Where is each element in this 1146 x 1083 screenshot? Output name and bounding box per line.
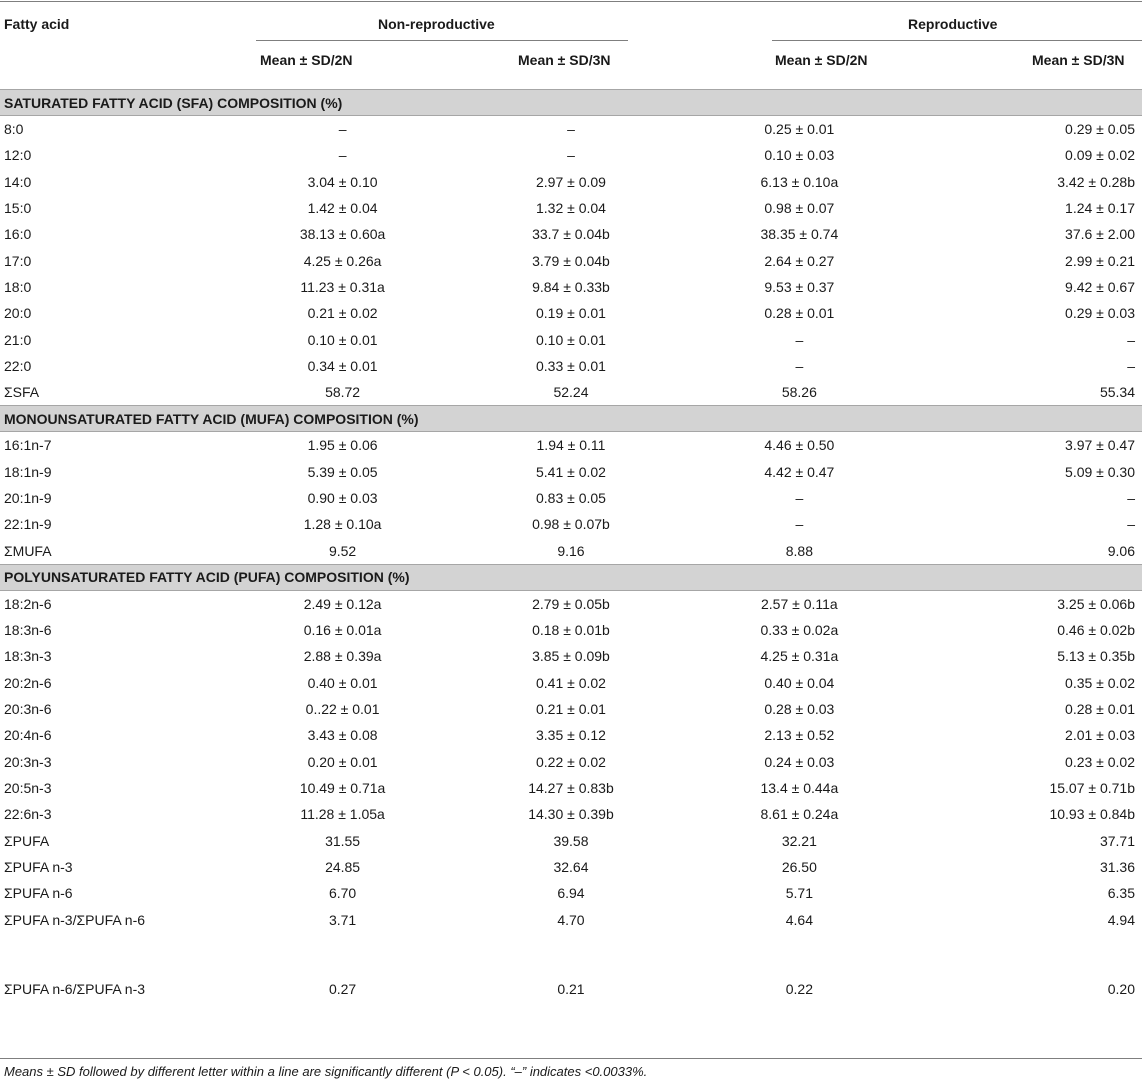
cell-nonrep-3n: – bbox=[567, 147, 575, 164]
cell-nonrep-2n: 5.39 ± 0.05 bbox=[307, 463, 378, 480]
cell-nonrep-2n: 0.40 ± 0.01 bbox=[307, 674, 378, 691]
table-row bbox=[0, 590, 1142, 617]
cell-nonrep-2n: – bbox=[338, 147, 347, 164]
cell-rep-2n: 2.64 ± 0.27 bbox=[764, 252, 835, 269]
reproductive-group-rule bbox=[772, 40, 1142, 41]
cell-rep-2n: – bbox=[795, 516, 804, 533]
cell-rep-2n: 26.50 bbox=[781, 858, 817, 875]
row-label: ΣMUFA bbox=[4, 542, 52, 559]
cell-nonrep-2n: 0.10 ± 0.01 bbox=[307, 331, 378, 348]
table-row bbox=[0, 432, 1142, 459]
table-row bbox=[0, 749, 1142, 775]
table-row bbox=[0, 670, 1142, 696]
cell-rep-3n: 3.97 ± 0.47 bbox=[1065, 437, 1135, 454]
cell-nonrep-2n: 1.95 ± 0.06 bbox=[307, 437, 378, 454]
cell-rep-2n: 0.98 ± 0.07 bbox=[764, 200, 835, 217]
table-row bbox=[0, 116, 1142, 143]
cell-rep-3n: 5.13 ± 0.35b bbox=[1057, 648, 1135, 665]
cell-nonrep-3n: 3.79 ± 0.04b bbox=[532, 252, 610, 269]
non-reproductive-group-rule bbox=[256, 40, 628, 41]
table-bottom-rule bbox=[0, 1058, 1142, 1059]
cell-nonrep-2n: 11.28 ± 1.05a bbox=[300, 806, 385, 823]
subheader-rep-2n: Mean ± SD/2N bbox=[775, 52, 868, 68]
cell-nonrep-3n: 3.35 ± 0.12 bbox=[535, 727, 606, 744]
row-label: ΣPUFA n-3 bbox=[4, 858, 73, 875]
cell-nonrep-3n: 2.97 ± 0.09 bbox=[535, 173, 606, 190]
cell-rep-2n: 0.24 ± 0.03 bbox=[764, 753, 835, 770]
cell-rep-2n: 8.61 ± 0.24a bbox=[760, 806, 839, 823]
cell-nonrep-3n: 3.85 ± 0.09b bbox=[532, 648, 610, 665]
cell-rep-3n: 55.34 bbox=[1099, 384, 1135, 401]
cell-rep-3n: 0.09 ± 0.02 bbox=[1065, 147, 1135, 164]
cell-rep-2n: 0.22 bbox=[785, 981, 813, 998]
row-label: 22:6n-3 bbox=[4, 806, 52, 823]
row-label: 20:3n-3 bbox=[4, 753, 52, 770]
cell-rep-2n: 0.10 ± 0.03 bbox=[764, 147, 835, 164]
cell-rep-2n: 58.26 bbox=[781, 384, 817, 401]
cell-rep-2n: 0.40 ± 0.04 bbox=[764, 674, 835, 691]
cell-nonrep-2n: – bbox=[338, 121, 347, 138]
cell-rep-3n: 9.42 ± 0.67 bbox=[1065, 278, 1135, 295]
cell-rep-3n: – bbox=[1127, 331, 1135, 348]
cell-rep-3n: – bbox=[1127, 516, 1135, 533]
cell-nonrep-2n: 24.85 bbox=[325, 858, 361, 875]
fatty-acid-table bbox=[0, 89, 1142, 1044]
row-label: ΣSFA bbox=[4, 384, 40, 401]
cell-nonrep-3n: 0.10 ± 0.01 bbox=[535, 331, 606, 348]
cell-rep-3n: 3.25 ± 0.06b bbox=[1057, 595, 1135, 612]
row-label: 18:2n-6 bbox=[4, 595, 52, 612]
row-label: 18:3n-6 bbox=[4, 622, 52, 639]
row-label: 20:5n-3 bbox=[4, 779, 52, 796]
cell-rep-3n: 10.93 ± 0.84b bbox=[1049, 806, 1135, 823]
cell-nonrep-2n: 4.25 ± 0.26a bbox=[303, 252, 382, 269]
cell-nonrep-3n: 1.32 ± 0.04 bbox=[535, 200, 606, 217]
table-row bbox=[0, 353, 1142, 379]
cell-nonrep-3n: 1.94 ± 0.11 bbox=[536, 437, 606, 454]
cell-nonrep-3n: 32.64 bbox=[553, 858, 589, 875]
row-label: 18:3n-3 bbox=[4, 648, 52, 665]
cell-rep-2n: 4.25 ± 0.31a bbox=[760, 648, 839, 665]
cell-nonrep-3n: 0.33 ± 0.01 bbox=[535, 357, 606, 374]
table-row bbox=[0, 274, 1142, 300]
cell-rep-3n: – bbox=[1127, 490, 1135, 506]
table-row bbox=[0, 537, 1142, 564]
table-row bbox=[0, 617, 1142, 643]
cell-rep-2n: 38.35 ± 0.74 bbox=[760, 226, 839, 243]
row-label: 8:0 bbox=[4, 121, 24, 138]
header-group-non-reproductive: Non-reproductive bbox=[378, 16, 495, 32]
section-header-row bbox=[0, 90, 1142, 116]
cell-rep-3n: 9.06 bbox=[1107, 542, 1135, 559]
cell-nonrep-3n: 4.70 bbox=[557, 912, 585, 929]
row-label: 20:1n-9 bbox=[4, 490, 52, 506]
cell-rep-2n: 6.13 ± 0.10a bbox=[760, 173, 839, 190]
cell-nonrep-3n: 0.21 ± 0.01 bbox=[535, 701, 606, 718]
cell-rep-3n: 0.28 ± 0.01 bbox=[1065, 701, 1135, 718]
cell-rep-2n: 2.13 ± 0.52 bbox=[764, 727, 835, 744]
cell-rep-2n: 0.33 ± 0.02a bbox=[760, 622, 839, 639]
cell-rep-2n: – bbox=[795, 357, 804, 374]
cell-rep-3n: 4.94 bbox=[1107, 912, 1135, 929]
cell-rep-3n: 1.24 ± 0.17 bbox=[1065, 200, 1135, 217]
table-row bbox=[0, 906, 1142, 975]
row-label: ΣPUFA n-3/ΣPUFA n-6 bbox=[4, 912, 146, 929]
row-label: 12:0 bbox=[4, 147, 32, 164]
cell-nonrep-3n: 0.83 ± 0.05 bbox=[535, 490, 606, 506]
cell-rep-2n: – bbox=[795, 331, 804, 348]
cell-nonrep-2n: 2.88 ± 0.39a bbox=[303, 648, 382, 665]
cell-nonrep-3n: 9.16 bbox=[557, 542, 585, 559]
cell-rep-3n: 0.29 ± 0.05 bbox=[1065, 121, 1135, 138]
cell-nonrep-2n: 38.13 ± 0.60a bbox=[299, 226, 386, 243]
cell-nonrep-3n: 0.18 ± 0.01b bbox=[532, 622, 610, 639]
subheader-rep-3n: Mean ± SD/3N bbox=[1032, 52, 1125, 68]
cell-nonrep-3n: 14.30 ± 0.39b bbox=[528, 806, 614, 823]
row-label: 22:1n-9 bbox=[4, 516, 52, 533]
table-row bbox=[0, 142, 1142, 168]
cell-nonrep-3n: 0.22 ± 0.02 bbox=[535, 753, 606, 770]
cell-nonrep-3n: 0.21 bbox=[557, 981, 585, 998]
header-fatty-acid: Fatty acid bbox=[4, 16, 70, 32]
cell-nonrep-3n: 14.27 ± 0.83b bbox=[528, 779, 614, 796]
cell-rep-3n: 15.07 ± 0.71b bbox=[1049, 779, 1135, 796]
cell-nonrep-3n: 6.94 bbox=[557, 885, 585, 902]
cell-rep-3n: 3.42 ± 0.28b bbox=[1057, 173, 1135, 190]
cell-rep-3n: 37.71 bbox=[1099, 832, 1135, 849]
cell-rep-2n: 5.71 bbox=[785, 885, 813, 902]
table-row bbox=[0, 247, 1142, 273]
fatty-acid-table-body bbox=[0, 90, 1142, 1045]
table-row bbox=[0, 195, 1142, 221]
cell-rep-2n: 4.42 ± 0.47 bbox=[764, 463, 835, 480]
cell-nonrep-2n: 3.71 bbox=[328, 912, 357, 929]
cell-rep-3n: 31.36 bbox=[1099, 858, 1135, 875]
row-label: 18:0 bbox=[4, 278, 32, 295]
table-top-rule bbox=[0, 1, 1142, 2]
row-label: ΣPUFA bbox=[4, 832, 50, 849]
table-row bbox=[0, 775, 1142, 801]
cell-nonrep-3n: 39.58 bbox=[553, 832, 589, 849]
cell-rep-3n: 2.01 ± 0.03 bbox=[1065, 727, 1135, 744]
subheader-nonrep-2n: Mean ± SD/2N bbox=[260, 52, 353, 68]
cell-rep-2n: 0.28 ± 0.03 bbox=[764, 701, 835, 718]
cell-nonrep-3n: 9.84 ± 0.33b bbox=[532, 278, 610, 295]
table-row bbox=[0, 827, 1142, 853]
table-row bbox=[0, 880, 1142, 906]
cell-rep-3n: 0.46 ± 0.02b bbox=[1057, 622, 1135, 639]
cell-rep-2n: 13.4 ± 0.44a bbox=[760, 779, 839, 796]
cell-rep-3n: 6.35 bbox=[1107, 885, 1135, 902]
row-label: 14:0 bbox=[4, 173, 32, 190]
cell-rep-3n: – bbox=[1127, 357, 1135, 374]
table-row bbox=[0, 459, 1142, 485]
cell-nonrep-3n: 2.79 ± 0.05b bbox=[532, 595, 610, 612]
cell-rep-2n: 4.46 ± 0.50 bbox=[764, 437, 835, 454]
row-label: ΣPUFA n-6 bbox=[4, 885, 73, 902]
cell-nonrep-2n: 0.21 ± 0.02 bbox=[307, 305, 378, 322]
cell-rep-3n: 0.35 ± 0.02 bbox=[1065, 674, 1135, 691]
table-row bbox=[0, 169, 1142, 195]
table-row bbox=[0, 975, 1142, 1044]
cell-nonrep-2n: 1.28 ± 0.10a bbox=[303, 516, 382, 533]
table-row bbox=[0, 854, 1142, 880]
cell-nonrep-2n: 0.16 ± 0.01a bbox=[303, 622, 382, 639]
row-label: ΣPUFA n-6/ΣPUFA n-3 bbox=[4, 981, 146, 998]
table-row bbox=[0, 722, 1142, 748]
section-header-row bbox=[0, 564, 1142, 590]
row-label: 16:0 bbox=[4, 226, 32, 243]
row-label: 20:3n-6 bbox=[4, 701, 52, 718]
row-label: 17:0 bbox=[4, 252, 32, 269]
cell-rep-2n: 9.53 ± 0.37 bbox=[764, 278, 835, 295]
cell-nonrep-2n: 0.20 ± 0.01 bbox=[307, 753, 378, 770]
cell-rep-3n: 0.23 ± 0.02 bbox=[1065, 753, 1135, 770]
cell-nonrep-2n: 3.43 ± 0.08 bbox=[307, 727, 378, 744]
row-label: 20:4n-6 bbox=[4, 727, 52, 744]
section-title: POLYUNSATURATED FATTY ACID (PUFA) COMPOSITION (%) bbox=[0, 564, 1142, 590]
cell-rep-2n: 4.64 bbox=[785, 912, 813, 929]
table-row bbox=[0, 379, 1142, 406]
table-row bbox=[0, 485, 1142, 511]
cell-rep-2n: 8.88 bbox=[785, 542, 813, 559]
section-header-row bbox=[0, 406, 1142, 432]
table-footnote: Means ± SD followed by different letter within a line are significantly different (P < 0.05). “–” indicates <0.0033%. bbox=[4, 1064, 648, 1079]
cell-rep-2n: 0.28 ± 0.01 bbox=[764, 305, 835, 322]
cell-nonrep-3n: – bbox=[567, 121, 575, 138]
row-label: 21:0 bbox=[4, 331, 32, 348]
cell-nonrep-2n: 0.27 bbox=[328, 981, 357, 998]
section-title: MONOUNSATURATED FATTY ACID (MUFA) COMPOSITION (%) bbox=[0, 406, 1142, 432]
cell-nonrep-2n: 6.70 bbox=[328, 885, 357, 902]
cell-nonrep-2n: 1.42 ± 0.04 bbox=[307, 200, 378, 217]
cell-nonrep-2n: 0.34 ± 0.01 bbox=[307, 357, 378, 374]
row-label: 20:0 bbox=[4, 305, 32, 322]
cell-rep-2n: 2.57 ± 0.11a bbox=[761, 595, 838, 612]
cell-nonrep-3n: 0.41 ± 0.02 bbox=[535, 674, 606, 691]
cell-nonrep-3n: 33.7 ± 0.04b bbox=[532, 226, 610, 243]
cell-nonrep-2n: 31.55 bbox=[325, 832, 361, 849]
table-row bbox=[0, 801, 1142, 827]
cell-rep-3n: 0.29 ± 0.03 bbox=[1065, 305, 1135, 322]
table-row bbox=[0, 221, 1142, 247]
table-row bbox=[0, 326, 1142, 352]
cell-nonrep-2n: 0..22 ± 0.01 bbox=[305, 701, 380, 718]
cell-rep-3n: 37.6 ± 2.00 bbox=[1065, 226, 1135, 243]
cell-nonrep-3n: 0.98 ± 0.07b bbox=[532, 516, 610, 533]
cell-nonrep-2n: 9.52 bbox=[328, 542, 357, 559]
table-row bbox=[0, 643, 1142, 669]
table-row bbox=[0, 300, 1142, 326]
header-group-reproductive: Reproductive bbox=[908, 16, 998, 32]
row-label: 15:0 bbox=[4, 200, 32, 217]
cell-rep-3n: 2.99 ± 0.21 bbox=[1065, 252, 1135, 269]
cell-nonrep-3n: 52.24 bbox=[553, 384, 589, 401]
cell-rep-2n: 0.25 ± 0.01 bbox=[764, 121, 835, 138]
cell-nonrep-3n: 0.19 ± 0.01 bbox=[535, 305, 606, 322]
cell-nonrep-2n: 3.04 ± 0.10 bbox=[307, 173, 378, 190]
cell-nonrep-3n: 5.41 ± 0.02 bbox=[535, 463, 606, 480]
cell-nonrep-2n: 10.49 ± 0.71a bbox=[299, 779, 386, 796]
section-title: SATURATED FATTY ACID (SFA) COMPOSITION (%) bbox=[0, 90, 1142, 116]
subheader-nonrep-3n: Mean ± SD/3N bbox=[518, 52, 611, 68]
cell-nonrep-2n: 2.49 ± 0.12a bbox=[303, 595, 382, 612]
cell-rep-2n: – bbox=[795, 490, 804, 506]
cell-rep-3n: 5.09 ± 0.30 bbox=[1065, 463, 1135, 480]
table-row bbox=[0, 696, 1142, 722]
row-label: 16:1n-7 bbox=[4, 437, 52, 454]
cell-nonrep-2n: 0.90 ± 0.03 bbox=[307, 490, 378, 506]
row-label: 18:1n-9 bbox=[4, 463, 52, 480]
cell-rep-3n: 0.20 bbox=[1107, 981, 1135, 998]
row-label: 20:2n-6 bbox=[4, 674, 52, 691]
cell-rep-2n: 32.21 bbox=[781, 832, 817, 849]
row-label: 22:0 bbox=[4, 357, 32, 374]
cell-nonrep-2n: 11.23 ± 0.31a bbox=[300, 278, 385, 295]
table-row bbox=[0, 511, 1142, 537]
cell-nonrep-2n: 58.72 bbox=[325, 384, 361, 401]
